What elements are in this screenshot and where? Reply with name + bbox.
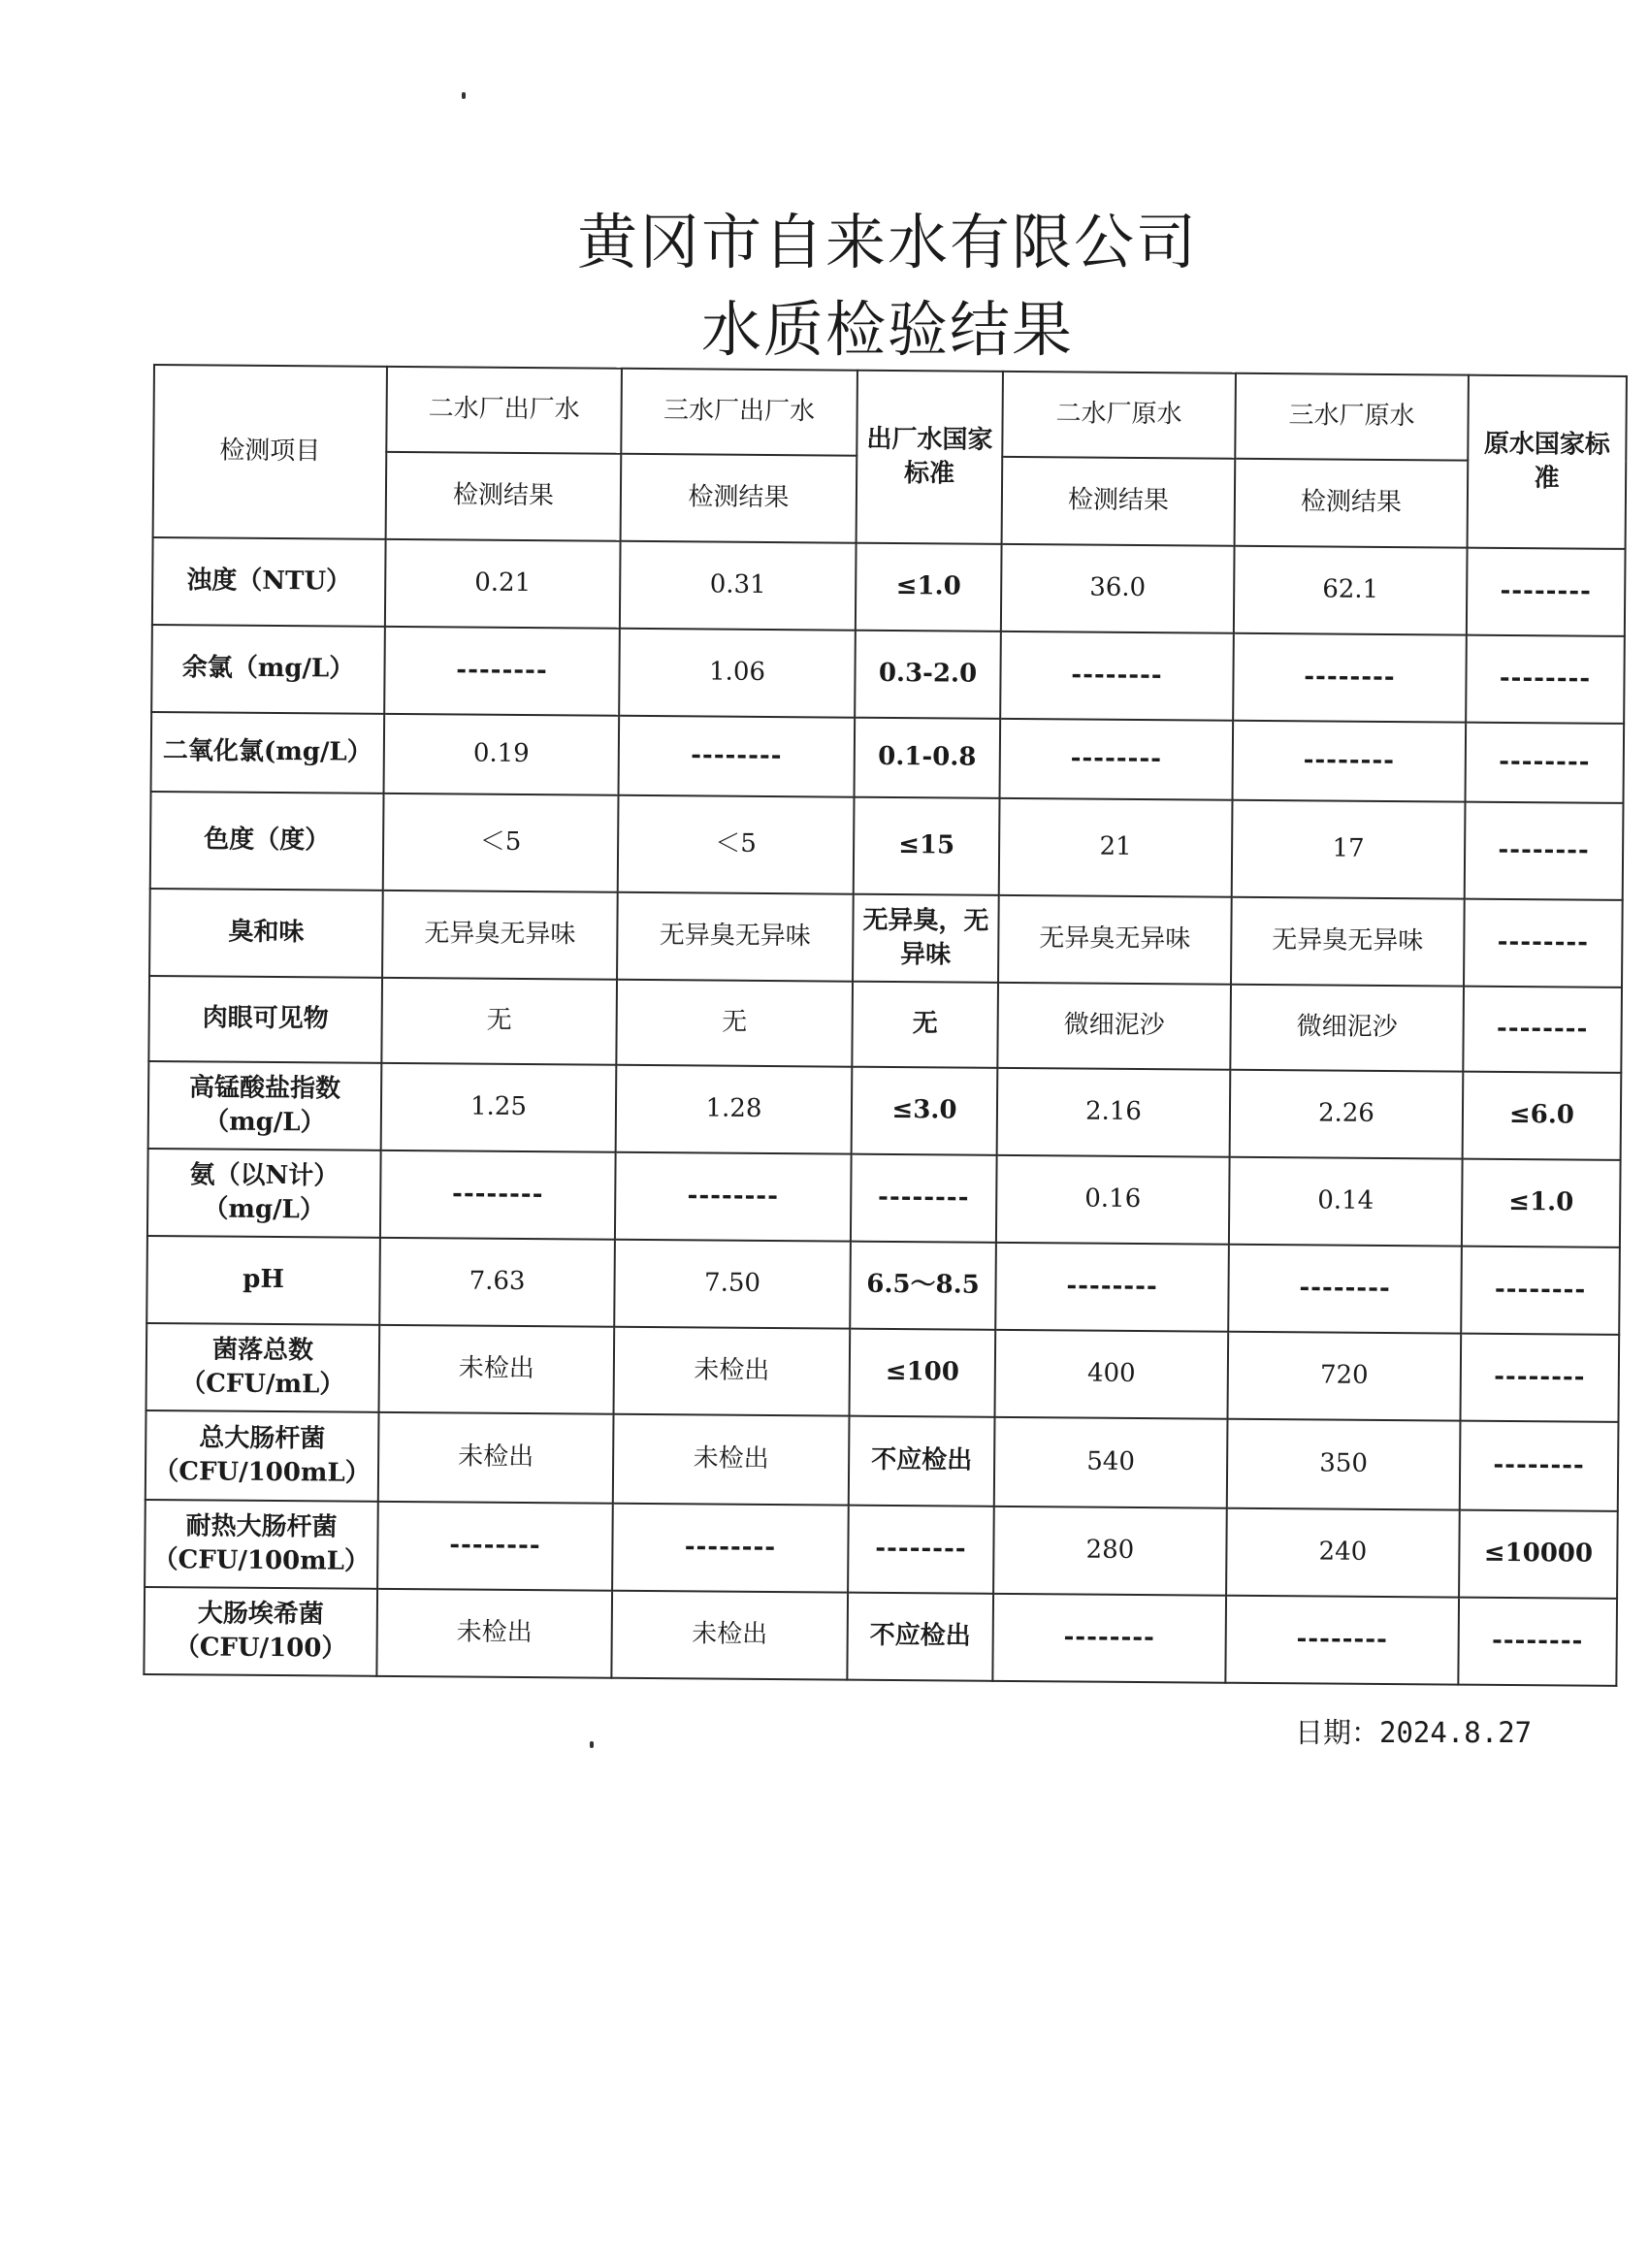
cell-c6: ≤10000 <box>1459 1510 1618 1599</box>
cell-c6: -------- <box>1464 899 1623 988</box>
cell-c4: -------- <box>1000 719 1234 800</box>
cell-c3: 不应检出 <box>849 1416 995 1507</box>
cell-c2: -------- <box>619 716 856 797</box>
cell-c6: -------- <box>1465 802 1624 900</box>
header-col1: 二水厂出厂水 <box>386 367 622 454</box>
cell-c5: 17 <box>1232 800 1466 899</box>
cell-c5: 240 <box>1226 1508 1460 1598</box>
cell-c6: ≤1.0 <box>1462 1159 1621 1247</box>
row-item-label: 氨（以N计）（mg/L） <box>147 1149 381 1238</box>
cell-c1: 未检出 <box>376 1589 612 1678</box>
report-date: 日期：2024.8.27 <box>1295 1716 1533 1749</box>
cell-c3: 0.3-2.0 <box>855 631 1001 719</box>
table-row <box>145 1500 1618 1599</box>
cell-c3: -------- <box>848 1506 994 1594</box>
header-col5: 三水厂原水 <box>1235 373 1469 461</box>
cell-c4: -------- <box>1000 632 1234 721</box>
report-title: 水质检验结果 <box>700 294 1074 365</box>
cell-c4: 400 <box>994 1330 1228 1419</box>
cell-c2: 1.28 <box>616 1065 853 1154</box>
cell-c1: 无异臭无异味 <box>382 891 618 980</box>
cell-c1: 0.19 <box>384 714 620 795</box>
cell-c3: -------- <box>851 1154 997 1243</box>
cell-c5: 62.1 <box>1234 546 1468 635</box>
row-item-label: 色度（度） <box>150 792 384 891</box>
cell-c3: 无异臭，无异味 <box>853 894 999 983</box>
row-item-label: 肉眼可见物 <box>148 976 382 1063</box>
cell-c4: 21 <box>999 798 1233 897</box>
cell-c4: 540 <box>994 1417 1228 1508</box>
table-row <box>150 792 1624 900</box>
row-item-label: pH <box>146 1236 380 1325</box>
header-row <box>153 365 1627 462</box>
header-col4: 二水厂原水 <box>1002 372 1236 459</box>
cell-c6: -------- <box>1460 1421 1619 1511</box>
cell-c4: -------- <box>992 1594 1226 1683</box>
scan-speck <box>462 92 466 99</box>
cell-c2: 未检出 <box>613 1414 850 1506</box>
cell-c4: 36.0 <box>1001 544 1235 633</box>
cell-c1: 未检出 <box>378 1412 614 1504</box>
cell-c3: 0.1-0.8 <box>855 718 1001 798</box>
cell-c4: 0.16 <box>996 1155 1230 1245</box>
table-body <box>144 365 1627 1686</box>
row-item-label: 余氯（mg/L） <box>151 625 385 714</box>
table-row <box>149 889 1623 988</box>
cell-c2: 1.06 <box>619 629 856 718</box>
cell-c5: 720 <box>1227 1332 1461 1421</box>
cell-c1: ＜5 <box>383 794 619 892</box>
cell-c3: 无 <box>852 982 998 1068</box>
cell-c2: 无 <box>616 980 853 1067</box>
cell-c6: -------- <box>1466 635 1625 724</box>
subheader-result-4: 检测结果 <box>1002 457 1236 546</box>
cell-c1: 未检出 <box>379 1325 615 1414</box>
cell-c6: ≤6.0 <box>1463 1072 1622 1160</box>
cell-c3: 6.5～8.5 <box>850 1242 996 1330</box>
table-row <box>151 625 1625 724</box>
row-item-label: 大肠埃希菌（CFU/100） <box>144 1587 377 1676</box>
cell-c1: 0.21 <box>385 539 621 629</box>
header-col6: 原水国家标准 <box>1468 375 1627 549</box>
table-row <box>148 976 1622 1073</box>
company-title: 黄冈市自来水有限公司 <box>576 207 1198 277</box>
cell-c4: 无异臭无异味 <box>998 895 1232 985</box>
header-col3: 出厂水国家标准 <box>857 371 1003 544</box>
cell-c5: -------- <box>1225 1596 1459 1685</box>
cell-c2: -------- <box>612 1504 849 1593</box>
table-row <box>152 537 1626 636</box>
row-item-label: 耐热大肠杆菌（CFU/100mL） <box>145 1500 378 1589</box>
table-row <box>146 1410 1619 1511</box>
cell-c3: ≤100 <box>850 1329 996 1417</box>
cell-c3: ≤15 <box>854 797 1000 895</box>
cell-c1: -------- <box>384 627 620 716</box>
cell-c5: 2.26 <box>1230 1070 1464 1159</box>
cell-c5: 0.14 <box>1229 1157 1463 1247</box>
table-row <box>151 712 1625 803</box>
cell-c1: 无 <box>381 978 617 1065</box>
cell-c5: -------- <box>1233 721 1467 802</box>
row-item-label: 浊度（NTU） <box>152 537 386 627</box>
cell-c1: 1.25 <box>381 1063 617 1152</box>
table-row <box>148 1061 1622 1160</box>
cell-c6: -------- <box>1460 1334 1619 1422</box>
cell-c2: 7.50 <box>614 1240 851 1329</box>
cell-c2: 无异臭无异味 <box>617 892 854 982</box>
cell-c4: 微细泥沙 <box>997 983 1231 1070</box>
water-quality-table <box>143 364 1628 1687</box>
header-item: 检测项目 <box>153 365 387 539</box>
scan-speck <box>590 1741 594 1748</box>
table-row <box>144 1587 1617 1686</box>
cell-c5: -------- <box>1228 1245 1462 1334</box>
cell-c4: 2.16 <box>997 1068 1231 1157</box>
cell-c5: 无异臭无异味 <box>1231 897 1465 987</box>
cell-c3: 不应检出 <box>847 1593 993 1681</box>
cell-c6: -------- <box>1463 987 1622 1073</box>
cell-c2: ＜5 <box>618 795 855 894</box>
cell-c4: 280 <box>993 1507 1227 1596</box>
row-item-label: 总大肠杆菌（CFU/100mL） <box>146 1410 379 1502</box>
cell-c3: ≤3.0 <box>852 1067 998 1155</box>
cell-c1: -------- <box>377 1502 613 1591</box>
table-row <box>146 1236 1620 1335</box>
cell-c6: -------- <box>1461 1247 1620 1335</box>
cell-c6: -------- <box>1465 723 1624 803</box>
subheader-result-1: 检测结果 <box>386 452 622 541</box>
table-row <box>147 1149 1621 1247</box>
row-item-label: 菌落总数（CFU/mL） <box>146 1323 380 1412</box>
subheader-result-5: 检测结果 <box>1235 459 1469 548</box>
cell-c5: 350 <box>1227 1419 1461 1510</box>
cell-c6: -------- <box>1458 1598 1617 1686</box>
subheader-result-2: 检测结果 <box>621 454 857 543</box>
cell-c2: 未检出 <box>611 1591 848 1680</box>
header-col2: 三水厂出厂水 <box>621 369 857 456</box>
cell-c2: 0.31 <box>620 541 857 631</box>
cell-c2: -------- <box>615 1152 852 1242</box>
table-row <box>146 1323 1620 1422</box>
cell-c2: 未检出 <box>614 1327 851 1416</box>
cell-c1: -------- <box>380 1150 616 1240</box>
cell-c3: ≤1.0 <box>856 543 1002 632</box>
cell-c1: 7.63 <box>379 1238 615 1327</box>
cell-c5: -------- <box>1233 633 1467 723</box>
row-item-label: 臭和味 <box>149 889 383 978</box>
cell-c6: -------- <box>1467 548 1626 636</box>
cell-c4: -------- <box>995 1243 1229 1332</box>
cell-c5: 微细泥沙 <box>1230 985 1464 1072</box>
row-item-label: 高锰酸盐指数（mg/L） <box>148 1061 382 1150</box>
row-item-label: 二氧化氯(mg/L） <box>151 712 385 794</box>
